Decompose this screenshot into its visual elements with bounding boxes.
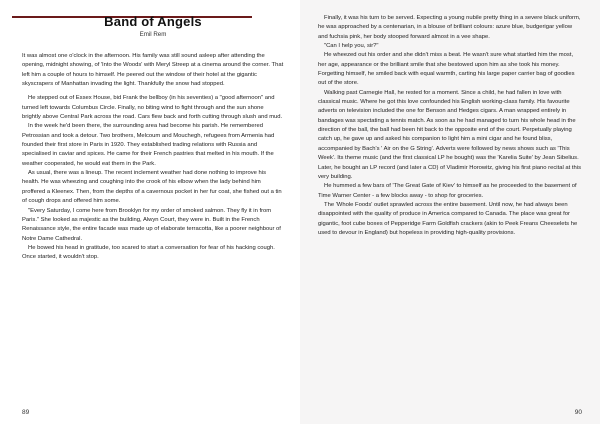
page-number: 89 — [22, 409, 30, 416]
paragraph: He hummed a few bars of 'The Great Gate of Kiev' to himself as he proceeded to the basement of Time Warner Center - a few blocks away - to shop for groceries. — [318, 183, 577, 199]
paragraph: It was almost one o'clock in the afternoon. His family was still sound asleep after attending the opening, midnight showing, of 'Into the Woods' with Meryl Streep at a cinema around the corner. That left him a couple of hours to himself. He peered out the window of their hotel at the gigantic skyscrapers of Manhattan invading the light. Thankfully the snow had stopped. — [22, 53, 284, 88]
paragraph: In the week he'd been there, the surrounding area had become his parish. He remembered Petrossian and took a detour. Two brothers, Melcoum and Mouchegh, refugees from Armenia had founded their first store in Paris in 1920. They established trading relations with Russia and specialised in caviar and spices. He came for their French pastries that melted in his mouth. If the weather cooperated, he would eat them in the Park. — [22, 123, 275, 167]
paragraph: The 'Whole Foods' outlet sprawled across the entire basement. Until now, he had always been disappointed with the quality of produce in America compared to Canada. The place was great for gigantic, foot cube boxes of Pepperidge Farm Goldfish crackers (akin to Peek Freans Cheeselets he used to devour in England) but hopeless in providing high-quality provisions. — [318, 201, 578, 236]
book-title: Band of Angels — [104, 14, 202, 29]
paragraph: As usual, there was a lineup. The recent inclement weather had done nothing to improve his health. He was wheezing and coughing into the crook of his elbow when the lady behind him proffered a Kleenex. Then, from the depths of a cavernous pocket in her fur coat, she fished out a tin of cough drops and offered him some. — [22, 170, 282, 205]
paragraph: Walking past Carnegie Hall, he rested for a moment. Since a child, he had fallen in love with classical music. Where he got this love confounded his English working-class family. His favourite adverts on television included the one for Benson and Hedges cigars. A man wrapped entirely in bandages was spectating a tennis match. As soon as he had managed to turn his whole head in the direction of the ball, the ball had been hit back to the opposite end of the court. Perpetually playing catch up, he gave up and asked his companion to light him a mini cigar and he found bliss, accompanied by Bach's ' Air on the G String'. Adverts were followed by news shows such as 'This Week'. Its theme music (and the first classical LP he bought) was the 'Karelia Suite' by Jean Sibelius. Later, he bought an LP record (and later a CD) of Vladimir Horowitz, giving his first piano recital at this very building. — [318, 89, 581, 180]
right-page — [300, 0, 600, 424]
paragraph: He stepped out of Essex House, bid Frank the bellboy (in his seventies) a "good afternoon" and turned left towards Columbus Circle. Finally, no biting wind to fight through and the sun shone brightly above Central Park across the road. Cars flew back and forth cutting through slush and mud. — [22, 95, 283, 121]
paragraph: "Can I help you, sir?" — [324, 43, 379, 50]
paragraph: "Every Saturday, I come here from Brooklyn for my order of smoked salmon. They fly it in from Paris." She looked as majestic as the building, Alwyn Court, they were in. Built in the French Renaissance style, the entire facade was made up of elaborate terracotta, like a poorer neighbour of Notre Dame Cathedral. — [22, 207, 281, 242]
paragraph: He wheezed out his order and she didn't miss a beat. He wasn't sure what startled him the most, her age, appearance or the brilliant smile that she bestowed upon him as she took his money. Forgetting himself, he smiled back with equal warmth, carting his large paper carrier bag of goodies out of the store. — [318, 52, 575, 87]
page-number: 90 — [574, 409, 582, 416]
book-author: Emil Rem — [139, 31, 167, 38]
paragraph: Finally, it was his turn to be served. Expecting a young nubile pretty thing in a severe black uniform, he was approached by a centenarian, in a blouse of brilliant colours: azure blue, budgerigar yellow and fuchsia pink, her body stooped forward almost in a vee shape. — [318, 15, 581, 40]
paragraph: He bowed his head in gratitude, too scared to start a conversation for fear of his hacking cough. Once started, it wouldn't stop. — [22, 244, 275, 261]
